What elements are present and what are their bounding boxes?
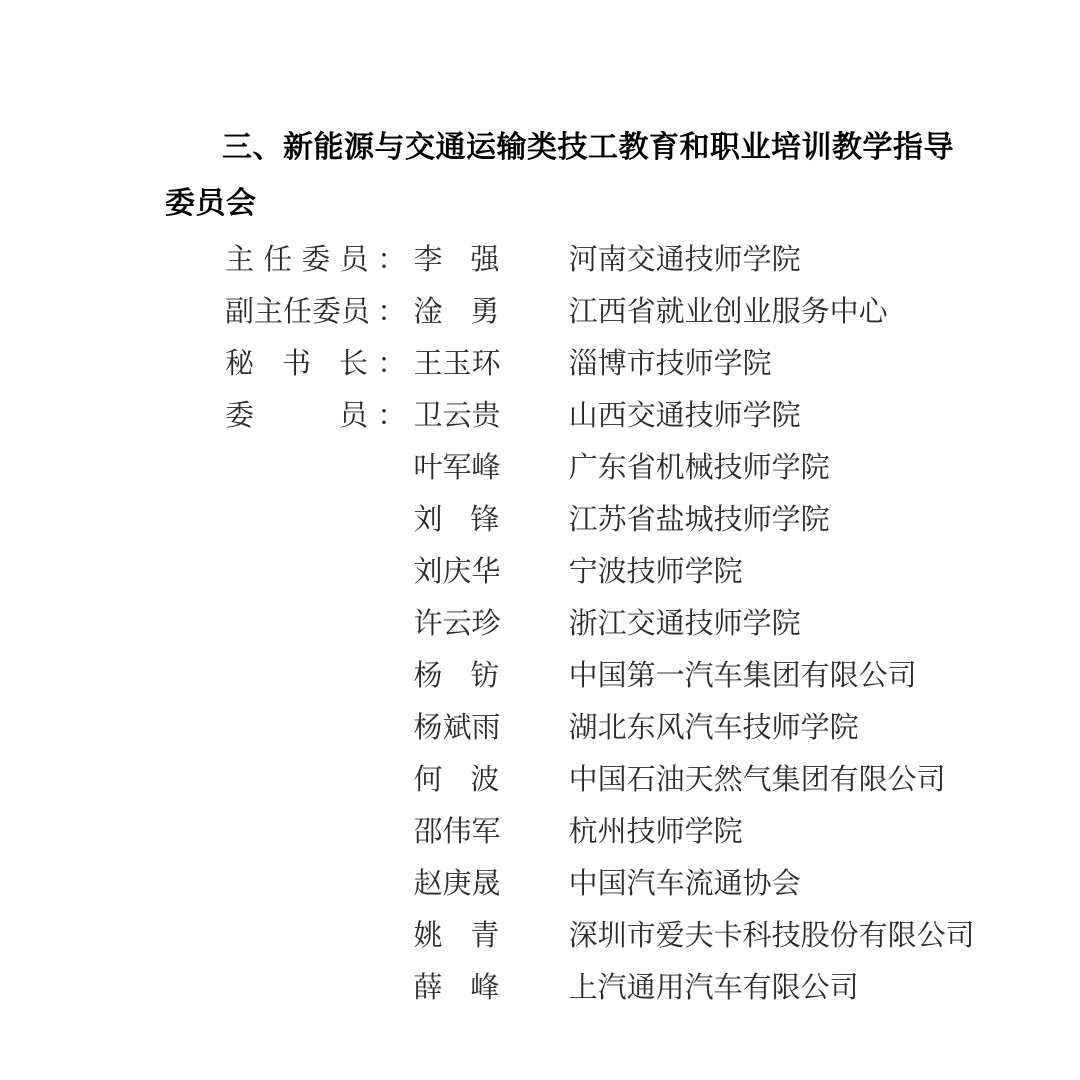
committee-row — [0, 441, 1080, 493]
committee-row — [0, 753, 1080, 805]
committee-row — [0, 545, 1080, 597]
committee-row — [0, 857, 1080, 909]
member-organization: 上汽通用汽车有限公司 — [568, 970, 859, 1004]
member-organization: 湖北东风汽车技师学院 — [568, 710, 859, 744]
member-name: 刘庆华 — [413, 554, 501, 588]
member-name: 叶军峰 — [413, 450, 501, 484]
section-title-line2: 委员会 — [165, 186, 257, 221]
member-organization: 中国汽车流通协会 — [568, 866, 801, 900]
member-name: 杨 钫 — [413, 658, 500, 692]
committee-row — [0, 961, 1080, 1013]
member-organization: 浙江交通技师学院 — [568, 606, 801, 640]
member-organization: 杭州技师学院 — [568, 814, 743, 848]
role-colon: ： — [377, 346, 407, 380]
member-name: 淦 勇 — [413, 294, 500, 328]
role-colon: ： — [377, 398, 407, 432]
member-name: 何 波 — [413, 762, 500, 796]
committee-row — [0, 233, 1080, 285]
member-name: 李 强 — [413, 242, 500, 276]
member-name: 姚 青 — [413, 918, 500, 952]
committee-row — [0, 285, 1080, 337]
member-name: 杨斌雨 — [413, 710, 501, 744]
member-name: 刘 锋 — [413, 502, 500, 536]
committee-row — [0, 701, 1080, 753]
committee-row — [0, 805, 1080, 857]
role-label: 秘 书 长 — [225, 346, 368, 380]
member-organization: 宁波技师学院 — [568, 554, 743, 588]
member-organization: 河南交通技师学院 — [568, 242, 801, 276]
committee-list — [0, 233, 1080, 1013]
member-name: 赵庚晟 — [413, 866, 501, 900]
role-label: 主 任 委 员 — [225, 242, 369, 276]
section-title — [165, 120, 965, 232]
member-organization: 中国第一汽车集团有限公司 — [568, 658, 917, 692]
committee-row — [0, 389, 1080, 441]
member-organization: 广东省机械技师学院 — [568, 450, 830, 484]
section-title-line1: 三、新能源与交通运输类技工教育和职业培训教学指导 — [222, 130, 954, 165]
member-name: 王玉环 — [413, 346, 501, 380]
member-organization: 深圳市爱夫卡科技股份有限公司 — [568, 918, 975, 952]
member-name: 许云珍 — [413, 606, 501, 640]
member-name: 卫云贵 — [413, 398, 501, 432]
member-organization: 山西交通技师学院 — [568, 398, 801, 432]
committee-row — [0, 337, 1080, 389]
role-colon: ： — [377, 294, 407, 328]
committee-row — [0, 493, 1080, 545]
member-organization: 淄博市技师学院 — [568, 346, 772, 380]
role-colon: ： — [377, 242, 407, 276]
member-organization: 江西省就业创业服务中心 — [568, 294, 888, 328]
member-organization: 中国石油天然气集团有限公司 — [568, 762, 946, 796]
committee-row — [0, 597, 1080, 649]
member-name: 邵伟军 — [413, 814, 501, 848]
committee-row — [0, 649, 1080, 701]
role-label: 委 员 — [225, 398, 368, 432]
role-label: 副主任委员 — [225, 294, 371, 328]
member-name: 薛 峰 — [413, 970, 500, 1004]
committee-row — [0, 909, 1080, 961]
member-organization: 江苏省盐城技师学院 — [568, 502, 830, 536]
